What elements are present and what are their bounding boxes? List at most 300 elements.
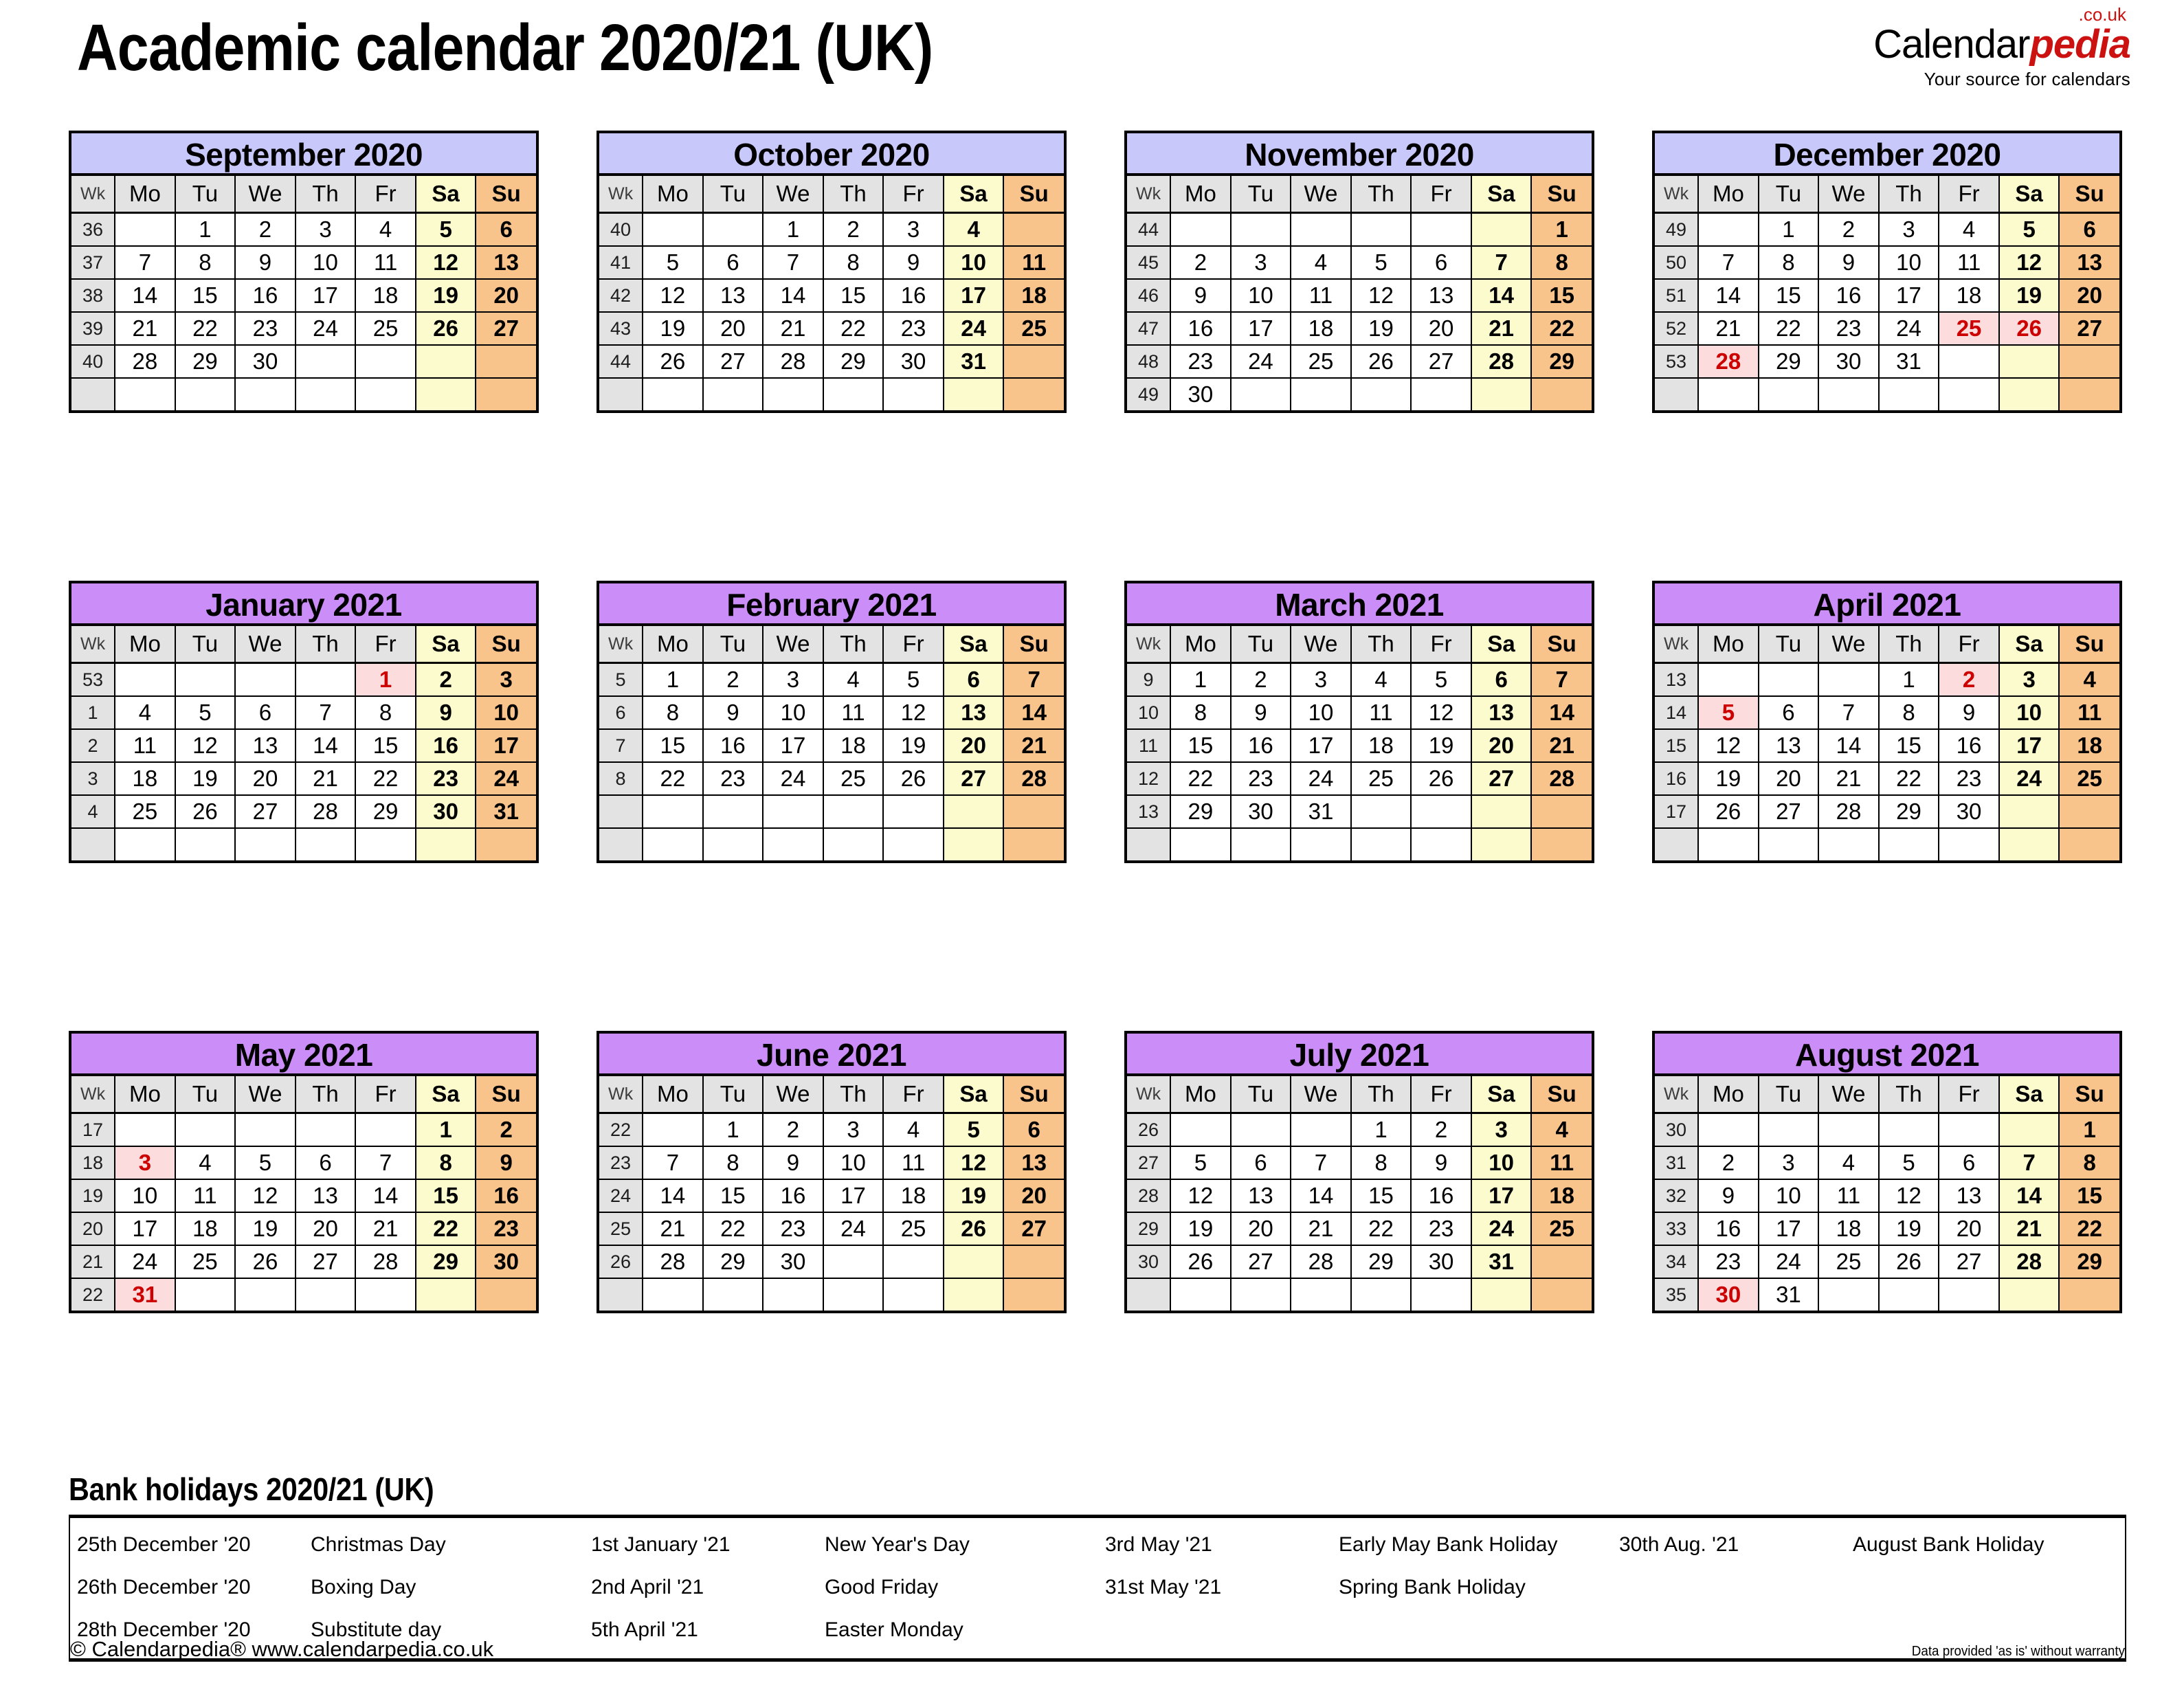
day-cell[interactable]: 22 bbox=[175, 312, 236, 345]
day-cell-saturday[interactable]: 24 bbox=[944, 312, 1004, 345]
day-cell[interactable] bbox=[643, 828, 703, 860]
day-cell[interactable]: 29 bbox=[1879, 795, 1939, 828]
day-cell[interactable]: 9 bbox=[1411, 1146, 1471, 1179]
day-cell[interactable]: 29 bbox=[1170, 795, 1231, 828]
day-cell[interactable] bbox=[883, 1278, 944, 1311]
day-cell-sunday[interactable]: 28 bbox=[1003, 762, 1064, 795]
day-cell-saturday[interactable] bbox=[1999, 1113, 2060, 1147]
day-cell[interactable]: 4 bbox=[1939, 213, 1999, 247]
day-cell[interactable]: 15 bbox=[1170, 729, 1231, 762]
day-cell-sunday[interactable] bbox=[1003, 345, 1064, 378]
day-cell[interactable]: 11 bbox=[175, 1179, 236, 1212]
day-cell[interactable] bbox=[883, 378, 944, 410]
day-cell[interactable] bbox=[175, 828, 236, 860]
day-cell-saturday[interactable]: 23 bbox=[416, 762, 476, 795]
day-cell[interactable]: 17 bbox=[1291, 729, 1351, 762]
day-cell[interactable] bbox=[355, 378, 416, 410]
day-cell[interactable]: 6 bbox=[1411, 246, 1471, 279]
day-cell-saturday[interactable]: 14 bbox=[1999, 1179, 2060, 1212]
day-cell-sunday[interactable] bbox=[476, 1278, 536, 1311]
day-cell[interactable] bbox=[1698, 828, 1759, 860]
day-cell[interactable] bbox=[823, 828, 884, 860]
day-cell[interactable]: 2 bbox=[1698, 1146, 1759, 1179]
day-cell[interactable]: 15 bbox=[823, 279, 884, 312]
day-cell-sunday[interactable]: 14 bbox=[1003, 696, 1064, 729]
day-cell[interactable]: 1 bbox=[643, 663, 703, 697]
day-cell[interactable]: 29 bbox=[175, 345, 236, 378]
day-cell[interactable]: 10 bbox=[1231, 279, 1291, 312]
day-cell[interactable] bbox=[1170, 828, 1231, 860]
day-cell-sunday[interactable] bbox=[2059, 1278, 2119, 1311]
day-cell-sunday[interactable]: 27 bbox=[2059, 312, 2119, 345]
day-cell[interactable] bbox=[115, 663, 175, 697]
day-cell[interactable]: 10 bbox=[1759, 1179, 1819, 1212]
day-cell[interactable] bbox=[643, 213, 703, 247]
day-cell[interactable]: 16 bbox=[1818, 279, 1879, 312]
day-cell-sunday[interactable]: 21 bbox=[1531, 729, 1592, 762]
day-cell-sunday[interactable]: 1 bbox=[2059, 1113, 2119, 1147]
day-cell-saturday[interactable]: 31 bbox=[1471, 1245, 1532, 1278]
day-cell[interactable]: 23 bbox=[1411, 1212, 1471, 1245]
day-cell[interactable]: 12 bbox=[883, 696, 944, 729]
day-cell-saturday[interactable]: 16 bbox=[416, 729, 476, 762]
day-cell[interactable] bbox=[1291, 213, 1351, 247]
day-cell[interactable] bbox=[1818, 378, 1879, 410]
day-cell-sunday[interactable] bbox=[2059, 795, 2119, 828]
day-cell[interactable] bbox=[763, 795, 823, 828]
day-cell[interactable]: 19 bbox=[1879, 1212, 1939, 1245]
day-cell[interactable]: 23 bbox=[703, 762, 764, 795]
day-cell[interactable] bbox=[175, 1113, 236, 1147]
day-cell-sunday[interactable] bbox=[1003, 828, 1064, 860]
day-cell-saturday[interactable]: 6 bbox=[1471, 663, 1532, 697]
day-cell[interactable] bbox=[1231, 378, 1291, 410]
day-cell[interactable]: 12 bbox=[1879, 1179, 1939, 1212]
day-cell[interactable] bbox=[883, 828, 944, 860]
day-cell[interactable] bbox=[1939, 345, 1999, 378]
day-cell[interactable]: 21 bbox=[1698, 312, 1759, 345]
day-cell[interactable]: 8 bbox=[175, 246, 236, 279]
day-cell[interactable] bbox=[883, 795, 944, 828]
day-cell[interactable]: 11 bbox=[883, 1146, 944, 1179]
day-cell-saturday[interactable]: 19 bbox=[1999, 279, 2060, 312]
day-cell-sunday[interactable]: 6 bbox=[2059, 213, 2119, 247]
day-cell[interactable]: 27 bbox=[296, 1245, 356, 1278]
day-cell[interactable]: 9 bbox=[1939, 696, 1999, 729]
day-cell-holiday[interactable]: 30 bbox=[1698, 1278, 1759, 1311]
day-cell[interactable]: 4 bbox=[883, 1113, 944, 1147]
day-cell[interactable] bbox=[296, 828, 356, 860]
day-cell[interactable]: 23 bbox=[763, 1212, 823, 1245]
day-cell[interactable]: 14 bbox=[1291, 1179, 1351, 1212]
day-cell-sunday[interactable] bbox=[2059, 345, 2119, 378]
day-cell[interactable] bbox=[1818, 1278, 1879, 1311]
day-cell[interactable]: 12 bbox=[1698, 729, 1759, 762]
day-cell-sunday[interactable]: 18 bbox=[1003, 279, 1064, 312]
day-cell[interactable] bbox=[1291, 1113, 1351, 1147]
day-cell[interactable]: 23 bbox=[1698, 1245, 1759, 1278]
day-cell[interactable]: 29 bbox=[1759, 345, 1819, 378]
day-cell-sunday[interactable]: 4 bbox=[2059, 663, 2119, 697]
day-cell[interactable]: 11 bbox=[115, 729, 175, 762]
day-cell-saturday[interactable] bbox=[944, 1245, 1004, 1278]
day-cell-sunday[interactable] bbox=[2059, 828, 2119, 860]
day-cell[interactable]: 5 bbox=[1879, 1146, 1939, 1179]
day-cell[interactable]: 1 bbox=[1351, 1113, 1412, 1147]
day-cell[interactable]: 23 bbox=[883, 312, 944, 345]
day-cell-saturday[interactable]: 30 bbox=[416, 795, 476, 828]
day-cell[interactable]: 18 bbox=[883, 1179, 944, 1212]
day-cell[interactable]: 19 bbox=[235, 1212, 296, 1245]
day-cell-saturday[interactable]: 7 bbox=[1471, 246, 1532, 279]
day-cell[interactable]: 1 bbox=[763, 213, 823, 247]
day-cell[interactable]: 9 bbox=[1231, 696, 1291, 729]
day-cell[interactable]: 26 bbox=[175, 795, 236, 828]
day-cell[interactable]: 27 bbox=[1231, 1245, 1291, 1278]
day-cell-sunday[interactable]: 20 bbox=[1003, 1179, 1064, 1212]
day-cell[interactable] bbox=[1411, 213, 1471, 247]
day-cell[interactable] bbox=[235, 378, 296, 410]
day-cell[interactable]: 7 bbox=[1291, 1146, 1351, 1179]
day-cell[interactable]: 18 bbox=[1291, 312, 1351, 345]
day-cell[interactable]: 26 bbox=[643, 345, 703, 378]
day-cell[interactable]: 14 bbox=[643, 1179, 703, 1212]
day-cell[interactable]: 16 bbox=[1170, 312, 1231, 345]
day-cell-saturday[interactable]: 6 bbox=[944, 663, 1004, 697]
day-cell-sunday[interactable]: 13 bbox=[2059, 246, 2119, 279]
day-cell[interactable]: 7 bbox=[296, 696, 356, 729]
day-cell-saturday[interactable]: 21 bbox=[1999, 1212, 2060, 1245]
day-cell[interactable]: 14 bbox=[296, 729, 356, 762]
day-cell[interactable] bbox=[115, 378, 175, 410]
day-cell[interactable]: 16 bbox=[703, 729, 764, 762]
day-cell[interactable]: 26 bbox=[1411, 762, 1471, 795]
day-cell[interactable] bbox=[175, 378, 236, 410]
day-cell[interactable]: 9 bbox=[235, 246, 296, 279]
day-cell[interactable] bbox=[1698, 378, 1759, 410]
day-cell-sunday[interactable] bbox=[1003, 1245, 1064, 1278]
day-cell[interactable]: 16 bbox=[883, 279, 944, 312]
day-cell[interactable] bbox=[1698, 663, 1759, 697]
day-cell-sunday[interactable]: 31 bbox=[476, 795, 536, 828]
day-cell[interactable]: 15 bbox=[1351, 1179, 1412, 1212]
day-cell[interactable]: 27 bbox=[1939, 1245, 1999, 1278]
day-cell-sunday[interactable] bbox=[1003, 795, 1064, 828]
day-cell[interactable]: 19 bbox=[1411, 729, 1471, 762]
day-cell[interactable]: 10 bbox=[296, 246, 356, 279]
day-cell[interactable] bbox=[175, 663, 236, 697]
day-cell[interactable]: 6 bbox=[703, 246, 764, 279]
day-cell[interactable] bbox=[1351, 828, 1412, 860]
day-cell[interactable]: 30 bbox=[883, 345, 944, 378]
day-cell[interactable]: 30 bbox=[235, 345, 296, 378]
day-cell[interactable]: 14 bbox=[763, 279, 823, 312]
day-cell[interactable]: 24 bbox=[1291, 762, 1351, 795]
day-cell[interactable]: 5 bbox=[1351, 246, 1412, 279]
day-cell[interactable]: 24 bbox=[115, 1245, 175, 1278]
day-cell[interactable] bbox=[763, 828, 823, 860]
day-cell[interactable] bbox=[763, 1278, 823, 1311]
day-cell[interactable]: 8 bbox=[643, 696, 703, 729]
day-cell[interactable]: 5 bbox=[1411, 663, 1471, 697]
day-cell[interactable]: 6 bbox=[1231, 1146, 1291, 1179]
day-cell-sunday[interactable]: 18 bbox=[2059, 729, 2119, 762]
day-cell[interactable] bbox=[1698, 213, 1759, 247]
day-cell[interactable]: 22 bbox=[703, 1212, 764, 1245]
day-cell-saturday[interactable]: 26 bbox=[416, 312, 476, 345]
day-cell[interactable] bbox=[1939, 828, 1999, 860]
day-cell[interactable]: 13 bbox=[703, 279, 764, 312]
day-cell-saturday[interactable]: 28 bbox=[1471, 345, 1532, 378]
day-cell[interactable] bbox=[1351, 795, 1412, 828]
day-cell[interactable]: 26 bbox=[1879, 1245, 1939, 1278]
day-cell-sunday[interactable]: 16 bbox=[476, 1179, 536, 1212]
day-cell[interactable]: 2 bbox=[703, 663, 764, 697]
day-cell[interactable]: 4 bbox=[1291, 246, 1351, 279]
day-cell[interactable]: 3 bbox=[763, 663, 823, 697]
day-cell[interactable]: 15 bbox=[1759, 279, 1819, 312]
day-cell-sunday[interactable]: 18 bbox=[1531, 1179, 1592, 1212]
day-cell-sunday[interactable]: 4 bbox=[1531, 1113, 1592, 1147]
day-cell[interactable]: 2 bbox=[1170, 246, 1231, 279]
day-cell[interactable]: 12 bbox=[1351, 279, 1412, 312]
day-cell[interactable]: 6 bbox=[1759, 696, 1819, 729]
day-cell[interactable] bbox=[823, 378, 884, 410]
day-cell[interactable]: 18 bbox=[1939, 279, 1999, 312]
day-cell[interactable] bbox=[1231, 1278, 1291, 1311]
day-cell-sunday[interactable]: 25 bbox=[2059, 762, 2119, 795]
day-cell[interactable] bbox=[235, 1278, 296, 1311]
day-cell[interactable] bbox=[1759, 828, 1819, 860]
day-cell-saturday[interactable]: 10 bbox=[1471, 1146, 1532, 1179]
day-cell[interactable]: 14 bbox=[355, 1179, 416, 1212]
day-cell[interactable] bbox=[1291, 378, 1351, 410]
day-cell[interactable] bbox=[1411, 1278, 1471, 1311]
day-cell-saturday[interactable] bbox=[944, 795, 1004, 828]
day-cell[interactable]: 12 bbox=[643, 279, 703, 312]
day-cell[interactable] bbox=[643, 1278, 703, 1311]
day-cell[interactable]: 4 bbox=[1818, 1146, 1879, 1179]
day-cell-saturday[interactable]: 27 bbox=[944, 762, 1004, 795]
day-cell[interactable]: 28 bbox=[643, 1245, 703, 1278]
day-cell[interactable]: 24 bbox=[763, 762, 823, 795]
day-cell-sunday[interactable] bbox=[476, 345, 536, 378]
day-cell[interactable]: 9 bbox=[703, 696, 764, 729]
day-cell-saturday[interactable] bbox=[416, 828, 476, 860]
day-cell-sunday[interactable]: 6 bbox=[1003, 1113, 1064, 1147]
day-cell[interactable]: 21 bbox=[115, 312, 175, 345]
day-cell-sunday[interactable]: 30 bbox=[476, 1245, 536, 1278]
day-cell-sunday[interactable]: 15 bbox=[2059, 1179, 2119, 1212]
day-cell[interactable]: 3 bbox=[1291, 663, 1351, 697]
day-cell-sunday[interactable] bbox=[476, 378, 536, 410]
day-cell[interactable]: 9 bbox=[883, 246, 944, 279]
day-cell[interactable]: 28 bbox=[296, 795, 356, 828]
day-cell[interactable] bbox=[296, 663, 356, 697]
day-cell-sunday[interactable]: 20 bbox=[2059, 279, 2119, 312]
day-cell[interactable]: 3 bbox=[1231, 246, 1291, 279]
day-cell[interactable]: 28 bbox=[1818, 795, 1879, 828]
day-cell[interactable]: 28 bbox=[115, 345, 175, 378]
day-cell[interactable]: 2 bbox=[235, 213, 296, 247]
day-cell[interactable]: 7 bbox=[115, 246, 175, 279]
day-cell[interactable]: 19 bbox=[175, 762, 236, 795]
day-cell[interactable]: 15 bbox=[703, 1179, 764, 1212]
day-cell[interactable] bbox=[1231, 213, 1291, 247]
day-cell[interactable] bbox=[1291, 828, 1351, 860]
day-cell[interactable]: 25 bbox=[823, 762, 884, 795]
day-cell-sunday[interactable]: 3 bbox=[476, 663, 536, 697]
day-cell[interactable]: 24 bbox=[823, 1212, 884, 1245]
day-cell[interactable] bbox=[1818, 828, 1879, 860]
day-cell[interactable] bbox=[296, 1278, 356, 1311]
day-cell[interactable]: 4 bbox=[175, 1146, 236, 1179]
day-cell[interactable]: 28 bbox=[355, 1245, 416, 1278]
day-cell-saturday[interactable] bbox=[1471, 1278, 1532, 1311]
day-cell-holiday[interactable]: 3 bbox=[115, 1146, 175, 1179]
day-cell[interactable]: 10 bbox=[763, 696, 823, 729]
day-cell-sunday[interactable]: 20 bbox=[476, 279, 536, 312]
day-cell[interactable]: 7 bbox=[643, 1146, 703, 1179]
day-cell[interactable]: 13 bbox=[296, 1179, 356, 1212]
day-cell[interactable]: 6 bbox=[1939, 1146, 1999, 1179]
day-cell[interactable]: 11 bbox=[1351, 696, 1412, 729]
day-cell-sunday[interactable] bbox=[1531, 828, 1592, 860]
day-cell[interactable]: 4 bbox=[823, 663, 884, 697]
day-cell-saturday[interactable]: 21 bbox=[1471, 312, 1532, 345]
day-cell[interactable]: 19 bbox=[643, 312, 703, 345]
day-cell[interactable] bbox=[1759, 378, 1819, 410]
day-cell-saturday[interactable]: 24 bbox=[1471, 1212, 1532, 1245]
day-cell[interactable]: 12 bbox=[1411, 696, 1471, 729]
day-cell[interactable]: 20 bbox=[1939, 1212, 1999, 1245]
day-cell[interactable]: 1 bbox=[1170, 663, 1231, 697]
day-cell[interactable] bbox=[1818, 1113, 1879, 1147]
day-cell-sunday[interactable] bbox=[1003, 378, 1064, 410]
day-cell-sunday[interactable]: 29 bbox=[2059, 1245, 2119, 1278]
day-cell[interactable]: 9 bbox=[763, 1146, 823, 1179]
day-cell[interactable]: 4 bbox=[355, 213, 416, 247]
day-cell[interactable]: 4 bbox=[115, 696, 175, 729]
day-cell[interactable]: 26 bbox=[1170, 1245, 1231, 1278]
day-cell[interactable]: 28 bbox=[763, 345, 823, 378]
day-cell[interactable]: 30 bbox=[763, 1245, 823, 1278]
day-cell-sunday[interactable]: 27 bbox=[1003, 1212, 1064, 1245]
day-cell[interactable] bbox=[296, 378, 356, 410]
day-cell-saturday[interactable]: 3 bbox=[1471, 1113, 1532, 1147]
day-cell-saturday[interactable] bbox=[416, 378, 476, 410]
day-cell-sunday[interactable]: 11 bbox=[1003, 246, 1064, 279]
day-cell-saturday[interactable]: 5 bbox=[416, 213, 476, 247]
day-cell-sunday[interactable]: 28 bbox=[1531, 762, 1592, 795]
day-cell[interactable]: 22 bbox=[1879, 762, 1939, 795]
day-cell[interactable]: 24 bbox=[1759, 1245, 1819, 1278]
day-cell[interactable]: 10 bbox=[1291, 696, 1351, 729]
day-cell-saturday[interactable]: 20 bbox=[1471, 729, 1532, 762]
day-cell[interactable] bbox=[763, 378, 823, 410]
day-cell[interactable]: 17 bbox=[1879, 279, 1939, 312]
day-cell-holiday[interactable]: 1 bbox=[355, 663, 416, 697]
day-cell[interactable]: 5 bbox=[175, 696, 236, 729]
day-cell[interactable]: 12 bbox=[235, 1179, 296, 1212]
day-cell-saturday[interactable]: 13 bbox=[944, 696, 1004, 729]
day-cell[interactable]: 3 bbox=[823, 1113, 884, 1147]
day-cell-sunday[interactable]: 21 bbox=[1003, 729, 1064, 762]
day-cell-saturday[interactable]: 9 bbox=[416, 696, 476, 729]
day-cell-saturday[interactable]: 10 bbox=[944, 246, 1004, 279]
day-cell[interactable]: 17 bbox=[763, 729, 823, 762]
day-cell[interactable] bbox=[823, 1278, 884, 1311]
day-cell-holiday[interactable]: 25 bbox=[1939, 312, 1999, 345]
day-cell[interactable]: 11 bbox=[1818, 1179, 1879, 1212]
day-cell[interactable]: 24 bbox=[1879, 312, 1939, 345]
day-cell-sunday[interactable]: 25 bbox=[1003, 312, 1064, 345]
day-cell[interactable]: 15 bbox=[1879, 729, 1939, 762]
day-cell[interactable] bbox=[703, 795, 764, 828]
day-cell-sunday[interactable] bbox=[1003, 213, 1064, 247]
day-cell-sunday[interactable]: 22 bbox=[2059, 1212, 2119, 1245]
day-cell-saturday[interactable]: 8 bbox=[416, 1146, 476, 1179]
day-cell[interactable]: 29 bbox=[355, 795, 416, 828]
day-cell[interactable]: 3 bbox=[1759, 1146, 1819, 1179]
day-cell-saturday[interactable] bbox=[1999, 828, 2060, 860]
day-cell[interactable]: 2 bbox=[763, 1113, 823, 1147]
day-cell[interactable] bbox=[703, 828, 764, 860]
day-cell[interactable]: 22 bbox=[643, 762, 703, 795]
day-cell[interactable]: 1 bbox=[1759, 213, 1819, 247]
day-cell[interactable] bbox=[1170, 1113, 1231, 1147]
day-cell-sunday[interactable]: 13 bbox=[1003, 1146, 1064, 1179]
day-cell[interactable] bbox=[235, 663, 296, 697]
day-cell[interactable]: 8 bbox=[1879, 696, 1939, 729]
day-cell[interactable]: 7 bbox=[1698, 246, 1759, 279]
day-cell[interactable]: 13 bbox=[1939, 1179, 1999, 1212]
day-cell[interactable]: 15 bbox=[175, 279, 236, 312]
day-cell[interactable]: 13 bbox=[1231, 1179, 1291, 1212]
day-cell[interactable]: 18 bbox=[1818, 1212, 1879, 1245]
day-cell-sunday[interactable]: 7 bbox=[1531, 663, 1592, 697]
day-cell[interactable]: 29 bbox=[823, 345, 884, 378]
day-cell[interactable] bbox=[703, 213, 764, 247]
day-cell[interactable] bbox=[1411, 828, 1471, 860]
day-cell[interactable] bbox=[355, 345, 416, 378]
day-cell-sunday[interactable]: 15 bbox=[1531, 279, 1592, 312]
day-cell-sunday[interactable]: 13 bbox=[476, 246, 536, 279]
day-cell[interactable]: 19 bbox=[1170, 1212, 1231, 1245]
day-cell[interactable]: 19 bbox=[1351, 312, 1412, 345]
day-cell-saturday[interactable]: 15 bbox=[416, 1179, 476, 1212]
day-cell[interactable]: 20 bbox=[1411, 312, 1471, 345]
day-cell-saturday[interactable] bbox=[944, 1278, 1004, 1311]
day-cell[interactable] bbox=[1698, 1113, 1759, 1147]
day-cell[interactable] bbox=[296, 345, 356, 378]
day-cell-saturday[interactable]: 19 bbox=[944, 1179, 1004, 1212]
day-cell[interactable]: 14 bbox=[1818, 729, 1879, 762]
day-cell[interactable]: 16 bbox=[1698, 1212, 1759, 1245]
day-cell[interactable]: 22 bbox=[1351, 1212, 1412, 1245]
day-cell[interactable] bbox=[355, 828, 416, 860]
day-cell[interactable]: 2 bbox=[823, 213, 884, 247]
day-cell[interactable]: 16 bbox=[1939, 729, 1999, 762]
day-cell[interactable] bbox=[643, 1113, 703, 1147]
day-cell[interactable]: 6 bbox=[296, 1146, 356, 1179]
day-cell[interactable]: 28 bbox=[1291, 1245, 1351, 1278]
day-cell[interactable]: 15 bbox=[355, 729, 416, 762]
day-cell[interactable]: 5 bbox=[1170, 1146, 1231, 1179]
day-cell[interactable] bbox=[235, 828, 296, 860]
day-cell[interactable] bbox=[643, 795, 703, 828]
day-cell[interactable]: 5 bbox=[235, 1146, 296, 1179]
